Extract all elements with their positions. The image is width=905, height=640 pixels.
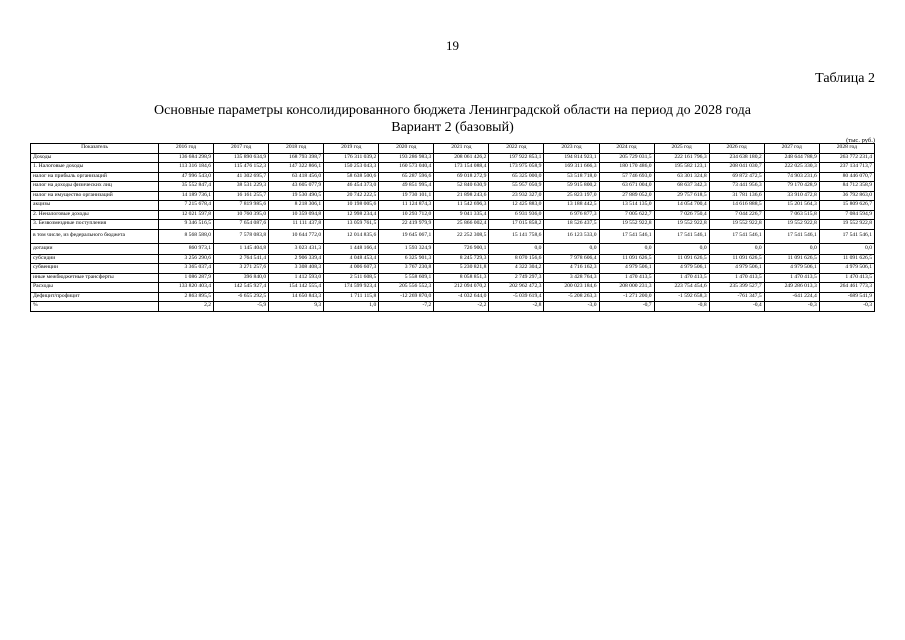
table-cell-value: -0,3	[764, 302, 819, 312]
table-cell-value: 7 026 750,4	[654, 210, 709, 220]
table-cell-value: 14 054 700,4	[654, 201, 709, 211]
table-cell-value: 11 111 437,8	[269, 220, 324, 230]
table-cell-value: 7 578 083,8	[214, 229, 269, 243]
table-cell-value: 136 684 298,9	[159, 153, 214, 163]
table-cell-value: 4 716 162,3	[544, 264, 599, 274]
table-cell-value: -5,9	[214, 302, 269, 312]
table-cell-value: 35 552 847,4	[159, 182, 214, 192]
row-label: иные межбюджетные трансферты	[31, 273, 159, 283]
table-cell-value: 31 781 136,6	[709, 191, 764, 201]
table-cell-value: 43 605 077,9	[269, 182, 324, 192]
table-row	[31, 191, 875, 201]
table-cell-value: -7,2	[379, 302, 434, 312]
table-cell-value: 20 742 222,5	[324, 191, 379, 201]
table-cell-value: 1 470 413,5	[709, 273, 764, 283]
table-row	[31, 182, 875, 192]
table-cell-value: 38 531 229,3	[214, 182, 269, 192]
table-cell-value: -0,8	[654, 302, 709, 312]
table-cell-value: 205 729 031,5	[599, 153, 654, 163]
table-cell-value: 16 161 255,7	[214, 191, 269, 201]
table-cell-value: 19 552 922,8	[599, 220, 654, 230]
table-cell-value: 1 470 413,5	[819, 273, 874, 283]
table-cell-value: 17 541 546,1	[709, 229, 764, 243]
table-cell-value: 0,0	[599, 243, 654, 254]
table-cell-value: 19 552 922,8	[819, 220, 874, 230]
table-cell-value: 7 084 594,9	[819, 210, 874, 220]
table-cell-value: 19 645 067,1	[379, 229, 434, 243]
table-row	[31, 220, 875, 230]
table-cell-value: 193 286 983,3	[379, 153, 434, 163]
row-label: налог на доходы физических лиц	[31, 182, 159, 192]
table-cell-value: 22 419 979,9	[379, 220, 434, 230]
table-cell-value: 7 063 515,8	[764, 210, 819, 220]
table-cell-value: 3 365 037,4	[159, 264, 214, 274]
table-cell-value: 74 903 231,6	[764, 172, 819, 182]
table-cell-value: 68 637 342,3	[654, 182, 709, 192]
table-cell-value: -761 347,5	[709, 292, 764, 302]
column-header-year: 2020 год	[379, 144, 434, 154]
table-cell-value: 173 975 058,9	[489, 163, 544, 173]
row-label: 2. Неналоговые доходы	[31, 210, 159, 220]
table-cell-value: 3 256 290,6	[159, 254, 214, 264]
table-cell-value: 2 749 297,3	[489, 273, 544, 283]
table-cell-value: 12 014 835,6	[324, 229, 379, 243]
table-cell-value: 4 979 506,1	[709, 264, 764, 274]
table-cell-value: 12 998 234,4	[324, 210, 379, 220]
row-label: Дефицит/профицит	[31, 292, 159, 302]
table-row	[31, 153, 875, 163]
table-cell-value: 33 910 472,8	[764, 191, 819, 201]
row-label: 3. Безвозмездные поступления	[31, 220, 159, 230]
table-cell-value: 65 287 596,6	[379, 172, 434, 182]
table-cell-value: 2 906 339,4	[269, 254, 324, 264]
table-cell-value: 17 015 858,2	[489, 220, 544, 230]
table-cell-value: 200 023 184,6	[544, 283, 599, 293]
table-cell-value: 11 124 874,3	[379, 201, 434, 211]
table-cell-value: 222 025 330,3	[764, 163, 819, 173]
table-cell-value: 53 518 718,0	[544, 172, 599, 182]
table-cell-value: 1 086 287,9	[159, 273, 214, 283]
table-cell-value: 55 957 050,9	[489, 182, 544, 192]
column-header-year: 2027 год	[764, 144, 819, 154]
table-cell-value: 4 979 506,1	[819, 264, 874, 274]
table-cell-value: 212 094 070,2	[434, 283, 489, 293]
table-cell-value: 11 091 626,5	[764, 254, 819, 264]
table-cell-value: 4 979 506,1	[654, 264, 709, 274]
table-cell-value: 11 542 696,3	[434, 201, 489, 211]
table-cell-value: 0,0	[819, 243, 874, 254]
table-cell-value: 248 644 788,9	[764, 153, 819, 163]
table-cell-value: 142 545 927,4	[214, 283, 269, 293]
table-cell-value: 17 541 546,1	[654, 229, 709, 243]
table-cell-value: 58 638 500,6	[324, 172, 379, 182]
table-cell-value: 195 582 123,1	[654, 163, 709, 173]
table-cell-value: 63 418 456,0	[269, 172, 324, 182]
table-cell-value: 14 650 843,3	[269, 292, 324, 302]
column-header-year: 2016 год	[159, 144, 214, 154]
table-cell-value: 150 253 043,3	[324, 163, 379, 173]
table-cell-value: 7 978 606,4	[544, 254, 599, 264]
table-cell-value: 7 819 985,6	[214, 201, 269, 211]
table-cell-value: 7 215 678,4	[159, 201, 214, 211]
table-cell-value: 1 145 404,8	[214, 243, 269, 254]
table-cell-value: -2,2	[434, 302, 489, 312]
table-cell-value: 8 070 156,6	[489, 254, 544, 264]
table-cell-value: 2 511 608,5	[324, 273, 379, 283]
table-cell-value: 4 006 607,3	[324, 264, 379, 274]
table-cell-value: -0,7	[599, 302, 654, 312]
table-cell-value: 11 091 626,5	[654, 254, 709, 264]
table-cell-value: 14 616 888,5	[709, 201, 764, 211]
table-cell-value: 9,3	[269, 302, 324, 312]
table-cell-value: 15 141 758,6	[489, 229, 544, 243]
table-cell-value: 19 552 922,8	[709, 220, 764, 230]
table-cell-value: 1 448 166,4	[324, 243, 379, 254]
table-cell-value: 21 898 243,6	[434, 191, 489, 201]
table-cell-value: 13 514 135,0	[599, 201, 654, 211]
table-cell-value: -2,8	[489, 302, 544, 312]
table-cell-value: 19 730 101,1	[379, 191, 434, 201]
page-number: 19	[446, 38, 459, 53]
table-cell-value: 173 154 088,4	[434, 163, 489, 173]
table-cell-value: 264 461 773,3	[819, 283, 874, 293]
row-label: дотации	[31, 243, 159, 254]
table-cell-value: 8 218 306,1	[269, 201, 324, 211]
table-cell-value: 52 840 630,9	[434, 182, 489, 192]
row-label: налог на прибыль организаций	[31, 172, 159, 182]
table-cell-value: 234 638 180,2	[709, 153, 764, 163]
row-label: акцизы	[31, 201, 159, 211]
table-cell-value: 168 793 398,7	[269, 153, 324, 163]
column-header-indicator: Показатель	[31, 144, 159, 154]
table-cell-value: 63 301 324,8	[654, 172, 709, 182]
table-cell-value: 3 767 230,8	[379, 264, 434, 274]
table-cell-value: 176 311 039,2	[324, 153, 379, 163]
table-cell-value: 10 359 094,8	[269, 210, 324, 220]
table-cell-value: 180 170 486,0	[599, 163, 654, 173]
table-cell-value: 237 134 713,7	[819, 163, 874, 173]
table-cell-value: 69 872 472,5	[709, 172, 764, 182]
table-cell-value: 57 746 693,0	[599, 172, 654, 182]
table-cell-value: -1 592 658,3	[654, 292, 709, 302]
table-cell-value: 1 470 413,5	[764, 273, 819, 283]
row-label: налог на имущество организаций	[31, 191, 159, 201]
column-header-year: 2018 год	[269, 144, 324, 154]
table-cell-value: 208 000 231,3	[599, 283, 654, 293]
table-cell-value: 4 322 304,2	[489, 264, 544, 274]
table-cell-value: 726 900,1	[434, 243, 489, 254]
table-cell-value: 1 711 115,8	[324, 292, 379, 302]
table-row	[31, 254, 875, 264]
table-cell-value: 1 470 413,5	[654, 273, 709, 283]
table-row	[31, 302, 875, 312]
table-row	[31, 264, 875, 274]
table-cell-value: 25 823 197,0	[544, 191, 599, 201]
table-cell-value: 7 654 087,6	[214, 220, 269, 230]
table-cell-value: 10 644 772,0	[269, 229, 324, 243]
column-header-year: 2024 год	[599, 144, 654, 154]
table-cell-value: 49 851 995,4	[379, 182, 434, 192]
table-cell-value: 9 041 335,4	[434, 210, 489, 220]
table-cell-value: 17 541 546,1	[599, 229, 654, 243]
table-row	[31, 201, 875, 211]
table-row	[31, 229, 875, 243]
table-row	[31, 243, 875, 254]
table-cell-value: 2 764 541,4	[214, 254, 269, 264]
table-cell-value: 135 890 634,9	[214, 153, 269, 163]
table-cell-value: 6 325 901,3	[379, 254, 434, 264]
table-cell-value: 11 091 626,5	[709, 254, 764, 264]
table-cell-value: 208 041 030,7	[709, 163, 764, 173]
table-cell-value: 73 441 956,3	[709, 182, 764, 192]
document-title	[0, 102, 905, 136]
table-cell-value: 0,0	[764, 243, 819, 254]
table-label: Таблица 2	[815, 71, 875, 86]
table-cell-value: 113 316 184,6	[159, 163, 214, 173]
table-row	[31, 273, 875, 283]
column-header-year: 2021 год	[434, 144, 489, 154]
table-cell-value: 11 091 626,5	[599, 254, 654, 264]
row-label: 1. Налоговые доходы	[31, 163, 159, 173]
table-row	[31, 163, 875, 173]
table-header-row	[31, 144, 875, 154]
table-cell-value: 13 059 761,5	[324, 220, 379, 230]
table-cell-value: 3 023 431,3	[269, 243, 324, 254]
table-cell-value: 4 979 506,1	[764, 264, 819, 274]
table-cell-value: 84 712 358,9	[819, 182, 874, 192]
table-cell-value: 22 252 308,5	[434, 229, 489, 243]
column-header-year: 2023 год	[544, 144, 599, 154]
table-row	[31, 210, 875, 220]
table-cell-value: 5 558 609,1	[379, 273, 434, 283]
table-cell-value: -0,3	[819, 302, 874, 312]
table-cell-value: 15 809 626,7	[819, 201, 874, 211]
table-cell-value: 0,0	[544, 243, 599, 254]
table-cell-value: 11 091 626,5	[819, 254, 874, 264]
table-cell-value: 222 161 796,3	[654, 153, 709, 163]
table-cell-value: 3 308 408,3	[269, 264, 324, 274]
table-cell-value: 249 286 013,3	[764, 283, 819, 293]
table-cell-value: 174 599 923,4	[324, 283, 379, 293]
row-label: субсидии	[31, 254, 159, 264]
row-label: %	[31, 302, 159, 312]
column-header-year: 2019 год	[324, 144, 379, 154]
table-cell-value: -5 039 619,4	[489, 292, 544, 302]
table-cell-value: -3,0	[544, 302, 599, 312]
column-header-year: 2017 год	[214, 144, 269, 154]
table-cell-value: 8 058 851,3	[434, 273, 489, 283]
units-label: (тыс. руб.)	[846, 137, 875, 144]
table-cell-value: 0,0	[654, 243, 709, 254]
table-cell-value: 9 346 516,5	[159, 220, 214, 230]
table-cell-value: 6 976 877,3	[544, 210, 599, 220]
table-cell-value: 1 412 593,0	[269, 273, 324, 283]
table-cell-value: 7 044 226,7	[709, 210, 764, 220]
table-cell-value: 27 889 052,0	[599, 191, 654, 201]
table-cell-value: 10 198 005,6	[324, 201, 379, 211]
table-cell-value: 205 556 552,3	[379, 283, 434, 293]
table-cell-value: -1 271 200,0	[599, 292, 654, 302]
table-cell-value: 5 230 821,8	[434, 264, 489, 274]
title-line-2: Вариант 2 (базовый)	[391, 120, 514, 135]
table-cell-value: 8 245 729,3	[434, 254, 489, 264]
row-label: Расходы	[31, 283, 159, 293]
table-row	[31, 292, 875, 302]
table-cell-value: 4 979 506,1	[599, 264, 654, 274]
table-cell-value: 23 932 327,0	[489, 191, 544, 201]
table-cell-value: 169 311 666,3	[544, 163, 599, 173]
table-cell-value: 2 863 895,5	[159, 292, 214, 302]
table-cell-value: 12 425 883,0	[489, 201, 544, 211]
budget-table	[30, 143, 875, 312]
table-cell-value: 47 996 543,0	[159, 172, 214, 182]
table-cell-value: 160 573 040,4	[379, 163, 434, 173]
table-cell-value: 154 142 555,4	[269, 283, 324, 293]
table-cell-value: -689 541,9	[819, 292, 874, 302]
table-cell-value: 115 476 152,3	[214, 163, 269, 173]
table-cell-value: 133 820 403,4	[159, 283, 214, 293]
table-cell-value: -12 269 870,0	[379, 292, 434, 302]
table-cell-value: 36 792 863,0	[819, 191, 874, 201]
table-cell-value: 263 772 231,4	[819, 153, 874, 163]
table-cell-value: 197 922 853,1	[489, 153, 544, 163]
table-cell-value: 0,0	[709, 243, 764, 254]
table-cell-value: 15 201 564,3	[764, 201, 819, 211]
table-cell-value: 8 568 588,0	[159, 229, 214, 243]
table-cell-value: 147 322 866,1	[269, 163, 324, 173]
table-cell-value: 17 541 546,1	[764, 229, 819, 243]
table-cell-value: 19 552 922,8	[654, 220, 709, 230]
table-cell-value: 18 526 437,5	[544, 220, 599, 230]
table-cell-value: 202 962 472,3	[489, 283, 544, 293]
table-cell-value: 25 866 002,4	[434, 220, 489, 230]
table-cell-value: 3 271 257,6	[214, 264, 269, 274]
table-cell-value: 6 931 936,0	[489, 210, 544, 220]
table-cell-value: 80 446 070,7	[819, 172, 874, 182]
table-cell-value: 41 302 695,7	[214, 172, 269, 182]
column-header-year: 2022 год	[489, 144, 544, 154]
table-cell-value: 0,0	[489, 243, 544, 254]
table-cell-value: 29 757 618,5	[654, 191, 709, 201]
table-cell-value: 2,2	[159, 302, 214, 312]
table-cell-value: 19 552 922,8	[764, 220, 819, 230]
table-cell-value: -0,4	[709, 302, 764, 312]
title-line-1: Основные параметры консолидированного бюджета Ленинградской области на период до 2028 года	[154, 103, 751, 118]
table-cell-value: 4 048 453,4	[324, 254, 379, 264]
row-label: Доходы	[31, 153, 159, 163]
row-label: субвенции	[31, 264, 159, 274]
table-cell-value: 860 973,1	[159, 243, 214, 254]
table-cell-value: -641 224,4	[764, 292, 819, 302]
table-row	[31, 172, 875, 182]
table-cell-value: 16 123 533,0	[544, 229, 599, 243]
table-row	[31, 283, 875, 293]
table-cell-value: -6 655 292,5	[214, 292, 269, 302]
column-header-year: 2026 год	[709, 144, 764, 154]
table-cell-value: 59 915 800,2	[544, 182, 599, 192]
table-cell-value: 19 530 490,5	[269, 191, 324, 201]
row-label: в том числе, из федерального бюджета	[31, 229, 159, 243]
table-cell-value: 46 454 373,0	[324, 182, 379, 192]
table-cell-value: 10 293 712,0	[379, 210, 434, 220]
table-cell-value: 208 061 426,2	[434, 153, 489, 163]
table-cell-value: 14 189 736,1	[159, 191, 214, 201]
table-cell-value: 1 470 413,5	[599, 273, 654, 283]
table-cell-value: 7 005 622,7	[599, 210, 654, 220]
table-cell-value: 79 170 428,9	[764, 182, 819, 192]
table-cell-value: 13 188 442,5	[544, 201, 599, 211]
table-cell-value: 235 399 527,7	[709, 283, 764, 293]
table-cell-value: 69 018 272,9	[434, 172, 489, 182]
column-header-year: 2028 год	[819, 144, 874, 154]
column-header-year: 2025 год	[654, 144, 709, 154]
table-cell-value: 17 541 546,1	[819, 229, 874, 243]
table-cell-value: 63 671 004,0	[599, 182, 654, 192]
table-cell-value: -4 032 644,0	[434, 292, 489, 302]
table-cell-value: 396 840,0	[214, 273, 269, 283]
table-cell-value: 1 593 324,9	[379, 243, 434, 254]
table-cell-value: 10 760 395,0	[214, 210, 269, 220]
table-cell-value: 194 814 923,1	[544, 153, 599, 163]
table-cell-value: 3 428 764,3	[544, 273, 599, 283]
table-cell-value: 12 021 597,8	[159, 210, 214, 220]
table-cell-value: -5 208 263,3	[544, 292, 599, 302]
table-cell-value: 1,0	[324, 302, 379, 312]
table-cell-value: 65 325 000,0	[489, 172, 544, 182]
table-cell-value: 223 754 454,6	[654, 283, 709, 293]
